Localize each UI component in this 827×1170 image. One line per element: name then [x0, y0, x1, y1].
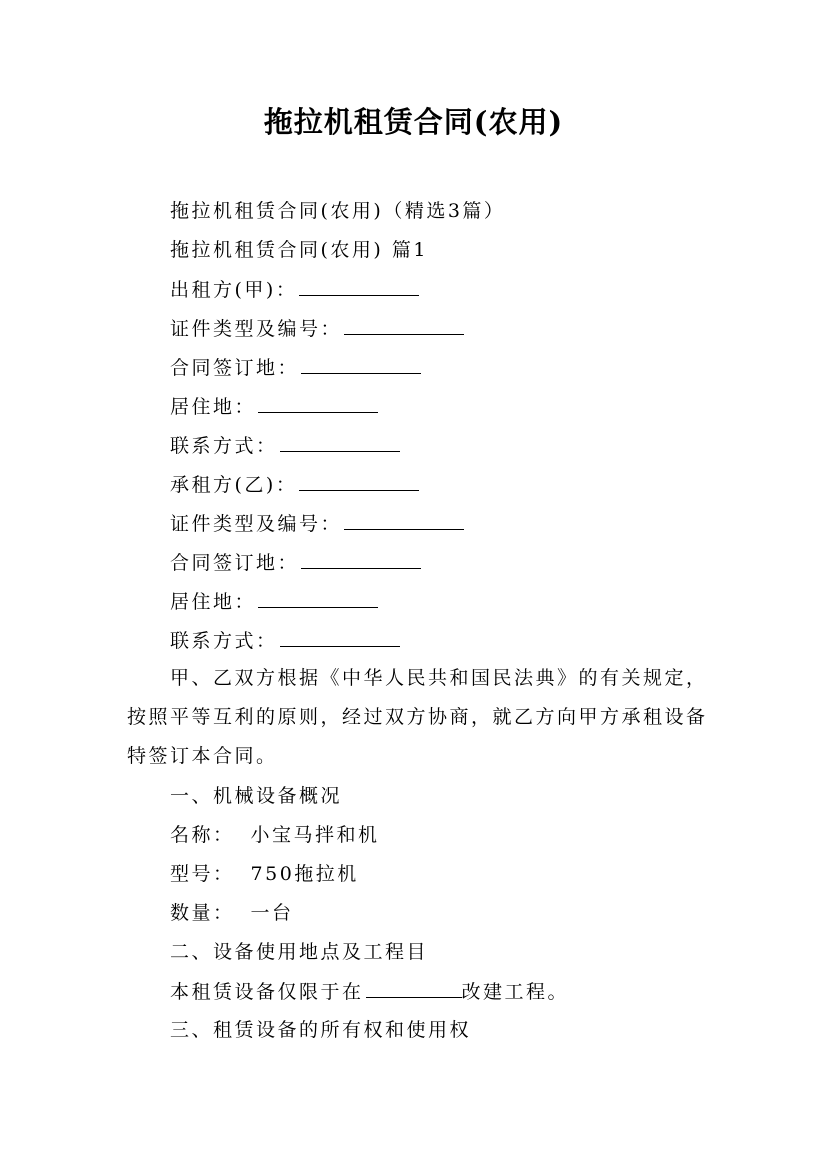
project-name-blank[interactable]: [366, 979, 462, 998]
lessee-residence-label: 居住地：: [170, 591, 257, 613]
lessor-id-blank[interactable]: [344, 316, 464, 335]
intro-paragraph: 甲、乙双方根据《中华人民共和国民法典》的有关规定，按照平等互利的原则，经过双方协商，就乙方向甲方承租设备特签订本合同。: [127, 667, 708, 767]
clause2-heading: 二、设备使用地点及工程目: [170, 941, 429, 963]
lessor-party-line: [170, 277, 419, 302]
lessee-contact-label: 联系方式：: [170, 630, 278, 652]
lessee-residence-blank[interactable]: [258, 589, 378, 608]
equipment-name-label: 名称：: [170, 824, 235, 846]
lessor-contact-label: 联系方式：: [170, 435, 278, 457]
clause2-text-line: [170, 979, 569, 1004]
document-title: 拖拉机租赁合同(农用): [263, 105, 564, 139]
lessee-id-label: 证件类型及编号：: [170, 513, 343, 535]
clause3-heading: 三、租赁设备的所有权和使用权: [170, 1019, 472, 1041]
lessee-sign-place-label: 合同签订地：: [170, 552, 300, 574]
lessee-sign-place-line: [170, 550, 421, 575]
equipment-qty-label: 数量：: [170, 902, 235, 924]
lessee-contact-line: [170, 628, 400, 653]
lessor-sign-place-label: 合同签订地：: [170, 357, 300, 379]
lessee-id-blank[interactable]: [344, 511, 464, 530]
lessee-contact-blank[interactable]: [280, 628, 400, 647]
lessor-residence-blank[interactable]: [258, 394, 378, 413]
equipment-qty-value: 一台: [250, 902, 294, 924]
lessee-id-line: [170, 511, 464, 536]
equipment-model-line: [170, 862, 359, 886]
lessor-party-label: 出租方(甲)：: [170, 279, 298, 301]
lessor-contact-line: [170, 433, 400, 458]
clause2-text-after: 改建工程。: [461, 981, 570, 1003]
lessee-sign-place-blank[interactable]: [301, 550, 421, 569]
lessor-contact-blank[interactable]: [280, 433, 400, 452]
lessor-sign-place-blank[interactable]: [301, 355, 421, 374]
lessor-id-label: 证件类型及编号：: [170, 318, 343, 340]
lessor-party-blank[interactable]: [299, 277, 419, 296]
lessor-residence-label: 居住地：: [170, 396, 257, 418]
section-title: 拖拉机租赁合同(农用) 篇1: [170, 239, 428, 261]
lessor-sign-place-line: [170, 355, 421, 380]
equipment-model-value: 750拖拉机: [250, 863, 359, 885]
equipment-model-label: 型号：: [170, 863, 235, 885]
clause1-heading: 一、机械设备概况: [170, 785, 343, 807]
equipment-name-value: 小宝马拌和机: [250, 824, 380, 846]
lessee-party-label: 承租方(乙)：: [170, 474, 298, 496]
subtitle: 拖拉机租赁合同(农用)（精选3篇）: [170, 200, 506, 222]
lessee-party-line: [170, 472, 419, 497]
lessor-residence-line: [170, 394, 378, 419]
lessee-residence-line: [170, 589, 378, 614]
equipment-qty-line: [170, 901, 294, 925]
clause2-text-before: 本租赁设备仅限于在: [170, 981, 364, 1003]
lessee-party-blank[interactable]: [299, 472, 419, 491]
equipment-name-line: [170, 823, 380, 847]
lessor-id-line: [170, 316, 464, 341]
